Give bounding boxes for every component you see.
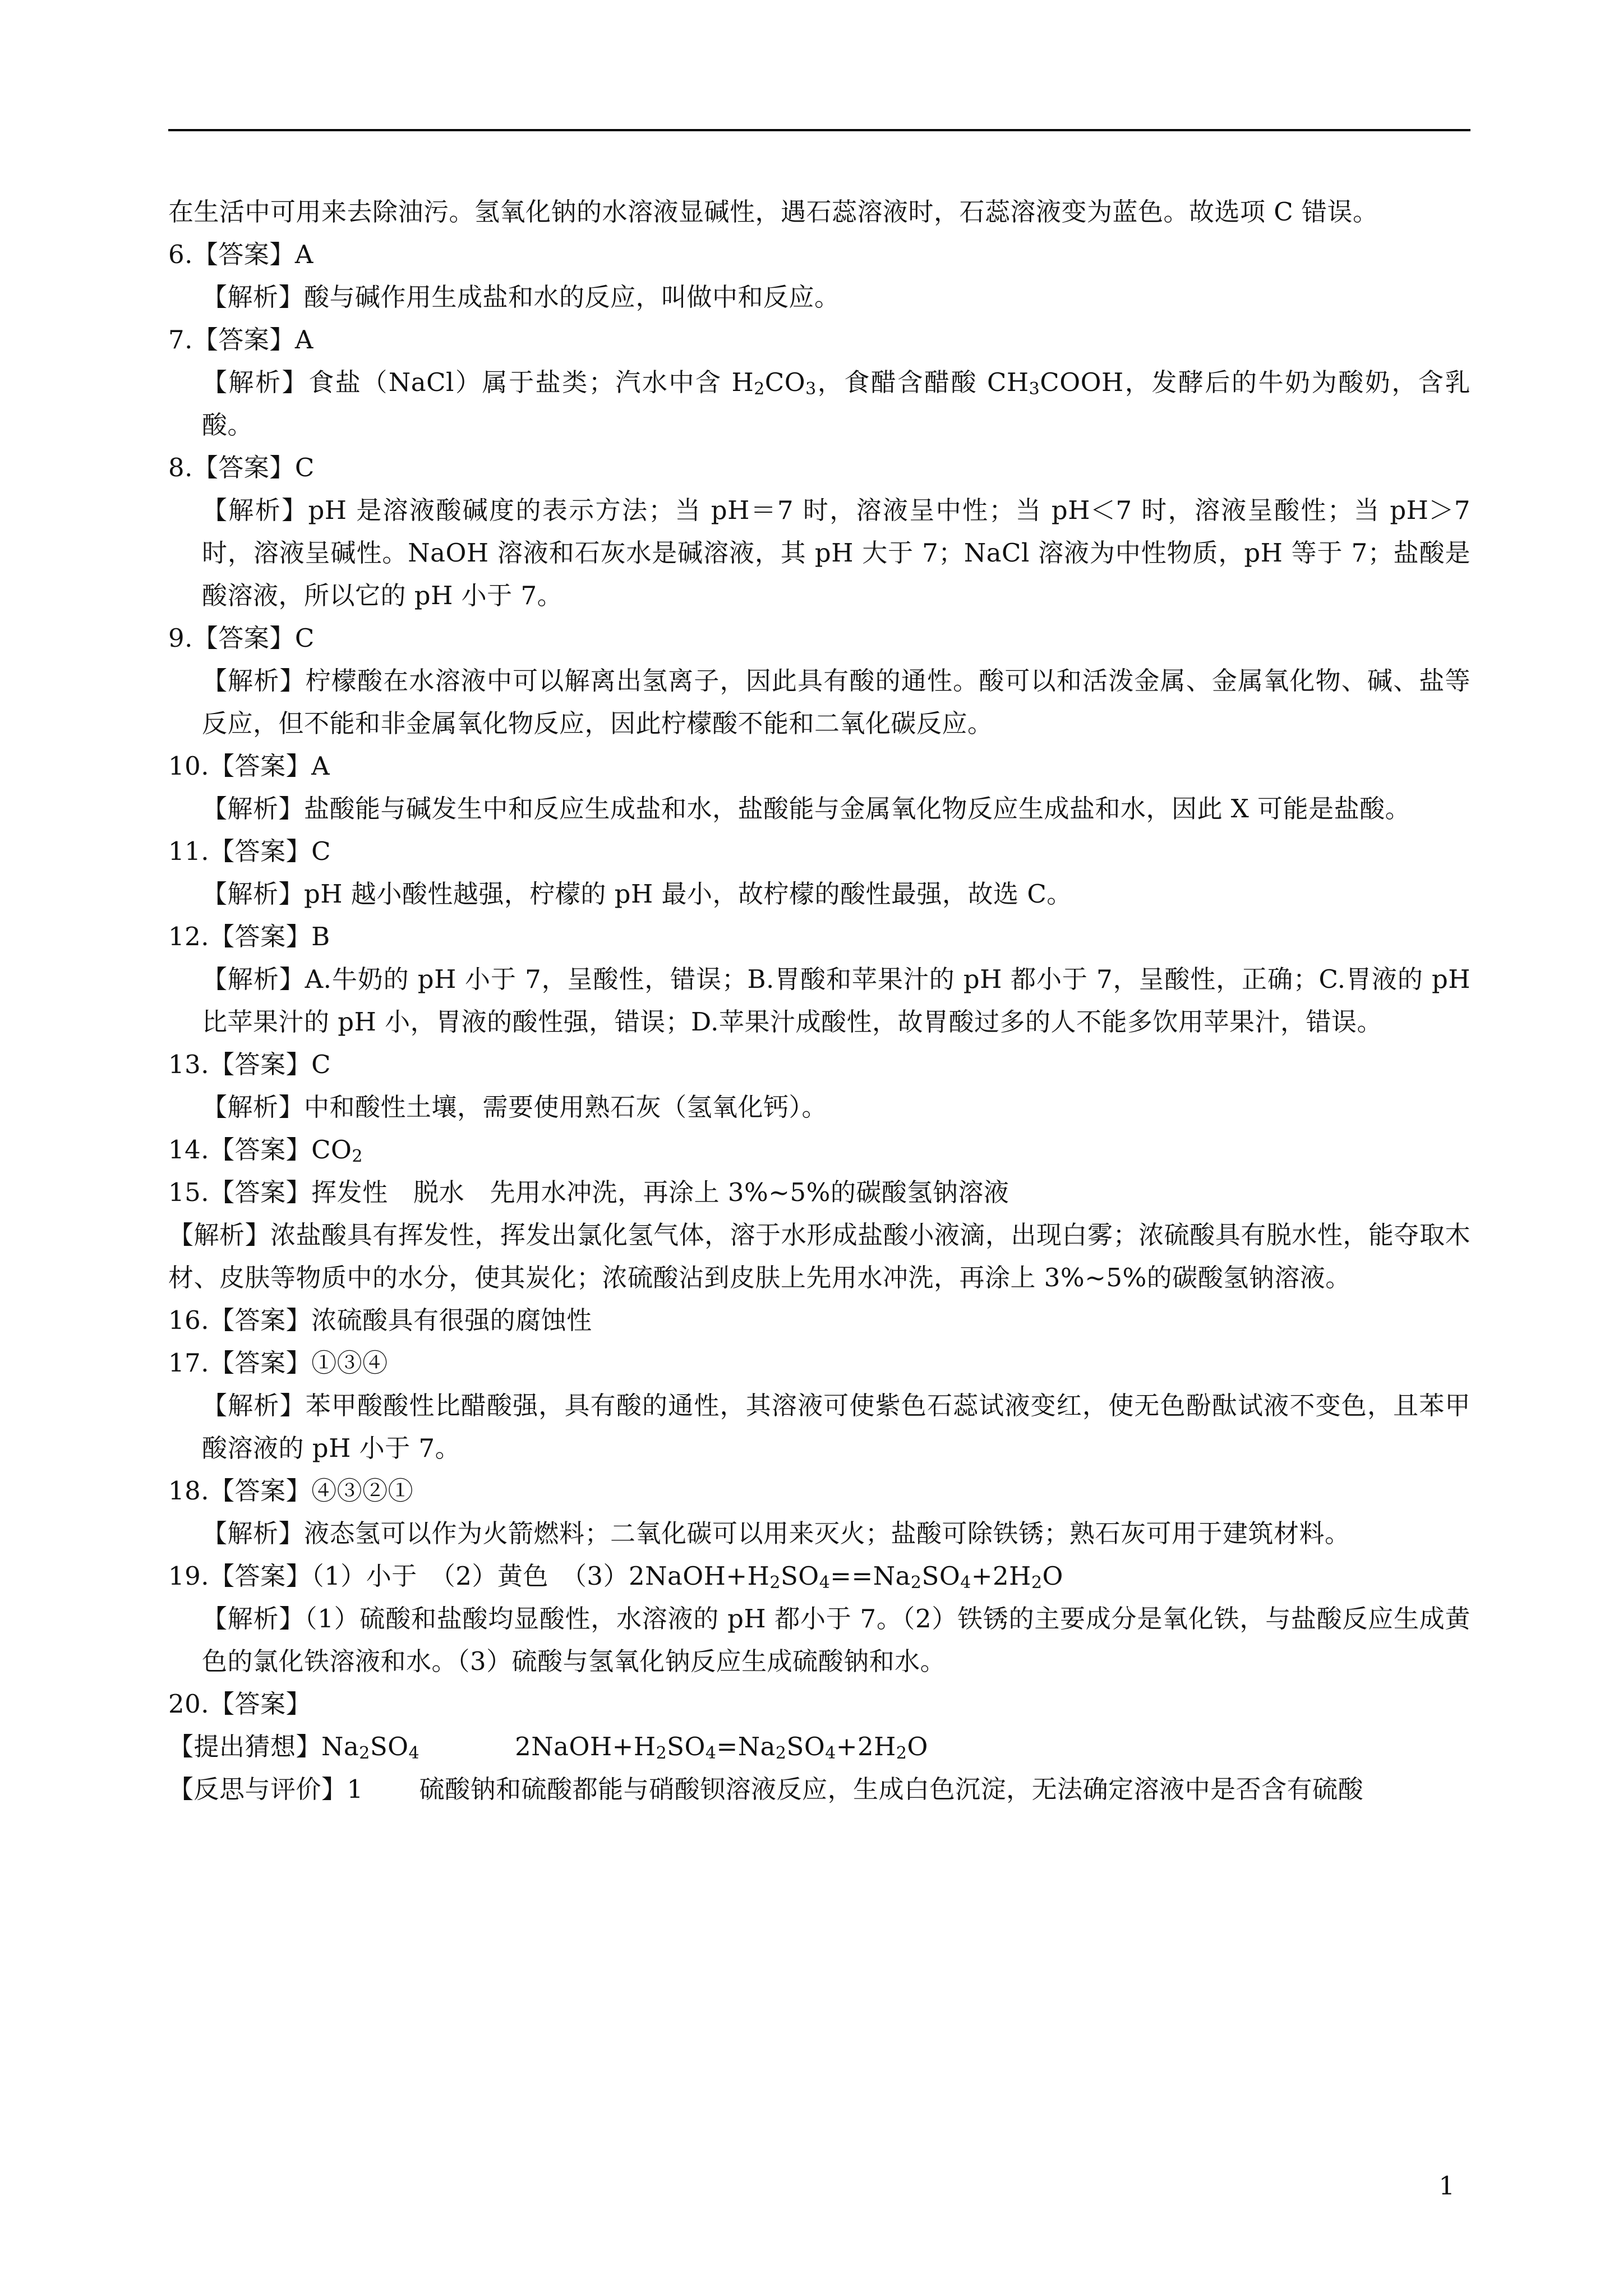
answer-17: 17.【答案】①③④ <box>168 1348 388 1378</box>
text-run: SO <box>780 1561 819 1591</box>
answer-15: 15.【答案】挥发性 脱水 先用水冲洗，再涂上 3%~5%的碳酸氢钠溶液 <box>168 1177 1009 1207</box>
subscript: 2 <box>775 1743 787 1763</box>
text-run: 19.【答案】（1）小于 （2）黄色 （3）2NaOH+H <box>168 1561 770 1591</box>
subscript: 4 <box>825 1743 836 1763</box>
text-run: SO <box>667 1732 706 1761</box>
reflection-20 <box>168 1768 1470 1811</box>
answer-13: 13.【答案】C <box>168 1050 331 1079</box>
text-run: ，食醋含醋酸 CH <box>816 367 1029 397</box>
subscript: 3 <box>805 379 817 399</box>
text-run: O <box>1042 1561 1063 1591</box>
text-run: CO <box>764 367 806 397</box>
answer-14 <box>168 1129 1470 1171</box>
paragraph-continued: 在生活中可用来去除油污。氢氧化钠的水溶液显碱性，遇石蕊溶液时，石蕊溶液变为蓝色。故选项 C 错误。 <box>168 197 1378 227</box>
text-run: 2NaOH+H <box>515 1732 656 1761</box>
subscript: 4 <box>705 1743 717 1763</box>
explanation-6: 【解析】酸与碱作用生成盐和水的反应，叫做中和反应。 <box>202 282 840 312</box>
answer-16: 16.【答案】浓硫酸具有很强的腐蚀性 <box>168 1305 592 1335</box>
answer-6: 6.【答案】A <box>168 240 313 269</box>
header-rule <box>168 129 1470 131</box>
answer-20: 20.【答案】 <box>168 1689 312 1719</box>
text-run: +2H <box>836 1732 896 1761</box>
answer-19 <box>168 1555 1470 1598</box>
subscript: 2 <box>352 1147 363 1166</box>
text-run: 硫酸钠和硫酸都能与硝酸钡溶液反应，生成白色沉淀，无法确定溶液中是否含有硫酸 <box>419 1774 1364 1804</box>
subscript: 2 <box>910 1573 922 1593</box>
explanation-9: 【解析】柠檬酸在水溶液中可以解离出氢离子，因此具有酸的通性。酸可以和活泼金属、金属氧化物、碱、盐等反应，但不能和非金属氧化物反应，因此柠檬酸不能和二氧化碳反应。 <box>202 666 1470 738</box>
answer-10: 10.【答案】A <box>168 751 330 781</box>
text-run: O <box>907 1732 928 1761</box>
subscript: 4 <box>819 1573 831 1593</box>
text-run: 【提出猜想】Na <box>168 1732 359 1761</box>
subscript: 2 <box>656 1743 667 1763</box>
subscript: 2 <box>359 1743 370 1763</box>
explanation-8: 【解析】pH 是溶液酸碱度的表示方法；当 pH＝7 时，溶液呈中性；当 pH＜7 时，溶液呈酸性；当 pH＞7 时，溶液呈碱性。NaOH 溶液和石灰水是碱溶液，其 pH 大于 7；NaCl 溶液为中性物质，pH 等于 7；盐酸是酸溶液，所以它的 pH 小于 7。 <box>202 495 1470 610</box>
text-run: 【解析】食盐（NaCl）属于盐类；汽水中含 H <box>202 367 754 397</box>
text-run: ==Na <box>830 1561 911 1591</box>
explanation-12: 【解析】A.牛奶的 pH 小于 7，呈酸性，错误；B.胃酸和苹果汁的 pH 都小于 7，呈酸性，正确；C.胃液的 pH 比苹果汁的 pH 小，胃液的酸性强，错误；D.苹果汁成酸性，故胃酸过多的人不能多饮用苹果汁，错误。 <box>202 964 1470 1037</box>
explanation-11: 【解析】pH 越小酸性越强，柠檬的 pH 最小，故柠檬的酸性最强，故选 C。 <box>202 879 1072 909</box>
answer-12: 12.【答案】B <box>168 922 330 951</box>
explanation-10: 【解析】盐酸能与碱发生中和反应生成盐和水，盐酸能与金属氧化物反应生成盐和水，因此 X 可能是盐酸。 <box>202 794 1411 823</box>
subscript: 2 <box>1031 1573 1043 1593</box>
subscript: 4 <box>408 1743 420 1763</box>
answer-7: 7.【答案】A <box>168 325 313 355</box>
text-run: COOH，发酵后的牛奶为酸奶，含乳酸。 <box>202 367 1470 440</box>
text-run: SO <box>786 1732 826 1761</box>
subscript: 2 <box>769 1573 781 1593</box>
subscript: 4 <box>960 1573 971 1593</box>
explanation-7 <box>168 361 1470 447</box>
hypothesis-20 <box>168 1726 1470 1768</box>
explanation-18: 【解析】液态氢可以作为火箭燃料；二氧化碳可以用来灭火；盐酸可除铁锈；熟石灰可用于建筑材料。 <box>202 1519 1350 1548</box>
answer-11: 11.【答案】C <box>168 836 331 866</box>
subscript: 3 <box>1029 379 1040 399</box>
subscript: 2 <box>754 379 765 399</box>
answer-8: 8.【答案】C <box>168 453 315 482</box>
text-run: 【反思与评价】1 <box>168 1774 363 1804</box>
text-run: 14.【答案】CO <box>168 1135 352 1165</box>
text-run: SO <box>370 1732 409 1761</box>
explanation-17: 【解析】苯甲酸酸性比醋酸强，具有酸的通性，其溶液可使紫色石蕊试液变红，使无色酚酞试液不变色，且苯甲酸溶液的 pH 小于 7。 <box>202 1391 1470 1463</box>
explanation-13: 【解析】中和酸性土壤，需要使用熟石灰（氢氧化钙）。 <box>202 1092 828 1122</box>
explanation-15: 【解析】浓盐酸具有挥发性，挥发出氯化氢气体，溶于水形成盐酸小液滴，出现白雾；浓硫酸具有脱水性，能夺取木材、皮肤等物质中的水分，使其炭化；浓硫酸沾到皮肤上先用水冲洗，再涂上 3%~5%的碳酸氢钠溶液。 <box>168 1220 1470 1292</box>
answer-9: 9.【答案】C <box>168 623 315 653</box>
answer-18: 18.【答案】④③②① <box>168 1476 414 1506</box>
text-run: SO <box>921 1561 961 1591</box>
answer-content <box>168 191 1470 1811</box>
subscript: 2 <box>896 1743 907 1763</box>
text-run: =Na <box>716 1732 776 1761</box>
text-run: +2H <box>971 1561 1031 1591</box>
explanation-19: 【解析】（1）硫酸和盐酸均显酸性，水溶液的 pH 都小于 7。（2）铁锈的主要成分是氧化铁，与盐酸反应生成黄色的氯化铁溶液和水。（3）硫酸与氢氧化钠反应生成硫酸钠和水。 <box>202 1604 1470 1676</box>
page-number: 1 <box>1438 2171 1455 2201</box>
